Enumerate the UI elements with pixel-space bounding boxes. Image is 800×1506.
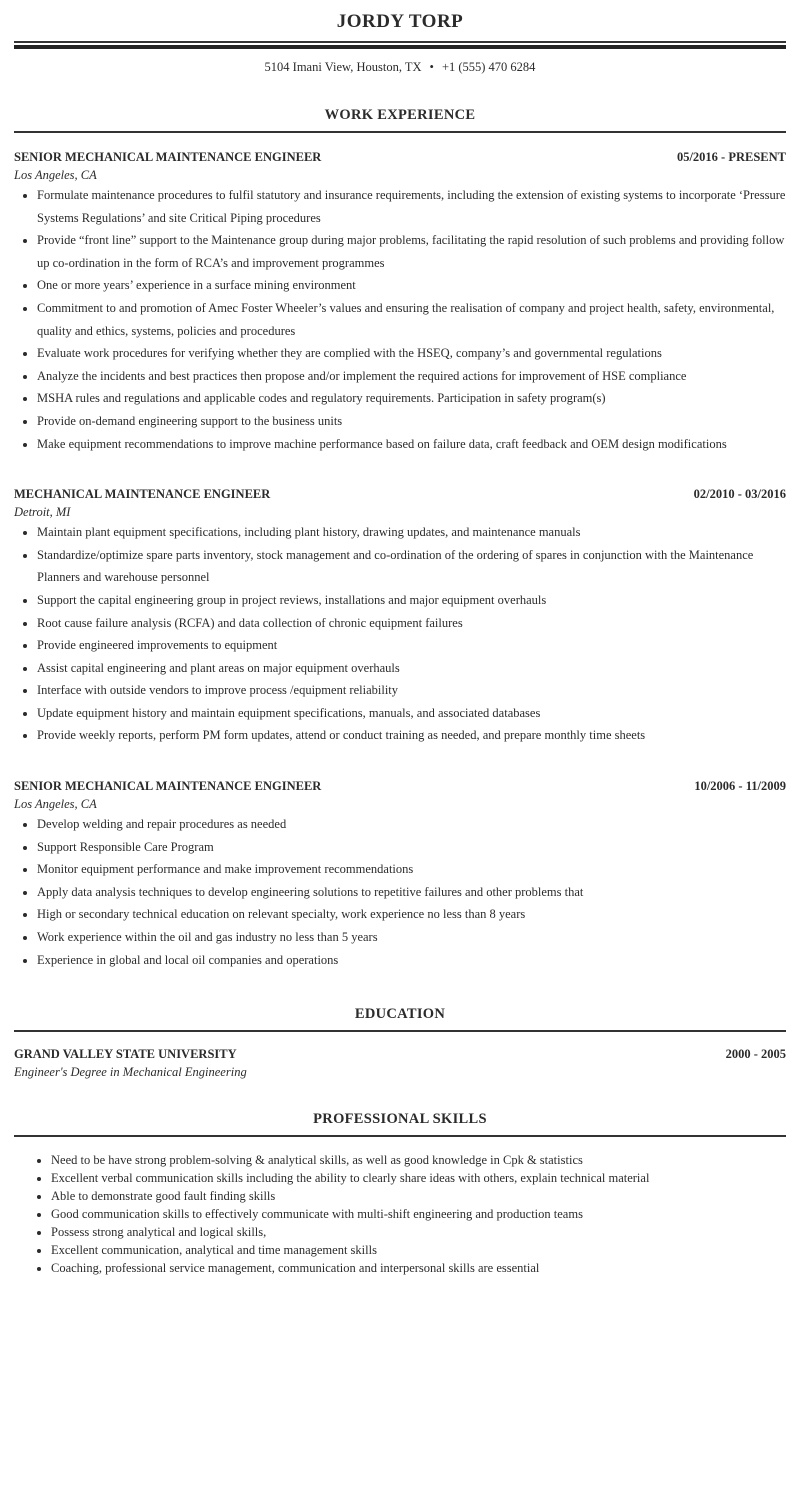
section-heading-skills: PROFESSIONAL SKILLS [313,1111,487,1128]
school-name: GRAND VALLEY STATE UNIVERSITY [14,1047,237,1062]
job-bullet: • Formulate maintenance procedures to fulfil statutory and insurance requirements, including the extension of existing systems to incorporate ‘Pressure Systems Regulations’ and site Critical Piping procedures [37,184,786,229]
job-bullet: • Maintain plant equipment specifications, including plant history, drawing updates, and maintenance manuals [37,521,786,544]
job-bullet: • Make equipment recommendations to improve machine performance based on failure data, craft feedback and OEM design modifications [37,433,786,456]
section-divider [14,1135,786,1137]
work-experience-section [14,107,786,971]
job-bullets [14,813,786,971]
job-bullets [14,184,786,455]
job-bullet: • Update equipment history and maintain equipment specifications, manuals, and associated databases [37,702,786,725]
job-entry [14,777,786,971]
job-bullet: • Root cause failure analysis (RCFA) and data collection of chronic equipment failures [37,612,786,635]
education-section [14,1006,786,1081]
skills-section [14,1111,786,1277]
skill-item: • Possess strong analytical and logical skills, [51,1224,786,1242]
job-location: Detroit, MI [14,505,71,520]
section-divider [14,131,786,133]
skill-item: • Coaching, professional service management, communication and interpersonal skills are essential [51,1260,786,1278]
job-bullet: • Apply data analysis techniques to develop engineering solutions to repetitive failures and other problems that [37,881,786,904]
job-bullet: • Develop welding and repair procedures as needed [37,813,786,836]
section-heading-education: EDUCATION [354,1006,446,1023]
job-entry [14,148,786,455]
job-bullet: • MSHA rules and regulations and applicable codes and regulatory requirements. Participation in safety program(s) [37,387,786,410]
job-bullets [14,521,786,747]
phone: +1 (555) 470 6284 [441,60,536,74]
job-bullet: • Provide engineered improvements to equipment [37,634,786,657]
header-divider-thick [14,45,786,49]
skills-list [14,1152,786,1277]
job-bullet: • Commitment to and promotion of Amec Foster Wheeler’s values and ensuring the realisation of company and project health, safety, environmental, quality and ethics, systems, policies and procedures [37,297,786,342]
job-dates: 05/2016 - PRESENT [676,150,786,164]
job-bullet: • Experience in global and local oil companies and operations [37,949,786,972]
address: 5104 Imani View, Houston, TX [264,60,422,74]
job-bullet: • Assist capital engineering and plant areas on major equipment overhauls [37,657,786,680]
job-bullet: • Provide on-demand engineering support to the business units [37,410,786,433]
job-bullet: • Analyze the incidents and best practices then propose and/or implement the required actions for improvement of HSE compliance [37,365,786,388]
skill-item: • Good communication skills to effectively communicate with multi-shift engineering and production teams [51,1206,786,1224]
skill-item: • Excellent verbal communication skills including the ability to clearly share ideas with others, explain technical material [51,1170,786,1188]
job-entry [14,485,786,747]
job-bullet: • Work experience within the oil and gas industry no less than 5 years [37,926,786,949]
job-bullet: • Evaluate work procedures for verifying whether they are complied with the HSEQ, company’s and governmental regulations [37,342,786,365]
header-divider-thin [14,41,786,43]
job-bullet: • Monitor equipment performance and make improvement recommendations [37,858,786,881]
job-bullet: • Support Responsible Care Program [37,836,786,859]
job-location: Los Angeles, CA [14,168,97,182]
job-bullet: • One or more years’ experience in a surface mining environment [37,274,786,297]
separator: • [429,60,434,74]
job-bullet: • Interface with outside vendors to improve process /equipment reliability [37,679,786,702]
education-entry [14,1045,786,1081]
job-list [14,148,786,971]
contact-line [14,60,786,80]
job-bullet: • High or secondary technical education on relevant specialty, work experience no less than 8 years [37,903,786,926]
job-dates: 10/2006 - 11/2009 [694,779,786,794]
education-dates: 2000 - 2005 [725,1047,786,1062]
job-title: MECHANICAL MAINTENANCE ENGINEER [14,487,271,502]
skill-item: • Able to demonstrate good fault finding skills [51,1188,786,1206]
degree: Engineer's Degree in Mechanical Engineering [14,1065,247,1080]
job-location: Los Angeles, CA [14,797,97,812]
candidate-name: JORDY TORP [336,11,464,32]
job-title: SENIOR MECHANICAL MAINTENANCE ENGINEER [14,779,322,794]
job-bullet: • Provide “front line” support to the Maintenance group during major problems, facilitating the rapid resolution of such problems and providing follow up co-ordination in the form of RCA’s and improvement programmes [37,229,786,274]
skill-item: • Excellent communication, analytical and time management skills [51,1242,786,1260]
skill-item: • Need to be have strong problem-solving & analytical skills, as well as good knowledge in Cpk & statistics [51,1152,786,1170]
section-heading-work: WORK EXPERIENCE [324,107,476,123]
job-bullet: • Support the capital engineering group in project reviews, installations and major equipment overhauls [37,589,786,612]
job-bullet: • Standardize/optimize spare parts inventory, stock management and co-ordination of the ordering of spares in conjunction with the Maintenance Planners and warehouse personnel [37,544,786,589]
section-divider [14,1030,786,1032]
job-dates: 02/2010 - 03/2016 [693,487,786,502]
job-bullet: • Provide weekly reports, perform PM form updates, attend or conduct training as needed, and prepare monthly time sheets [37,724,786,747]
job-title: SENIOR MECHANICAL MAINTENANCE ENGINEER [14,150,322,164]
